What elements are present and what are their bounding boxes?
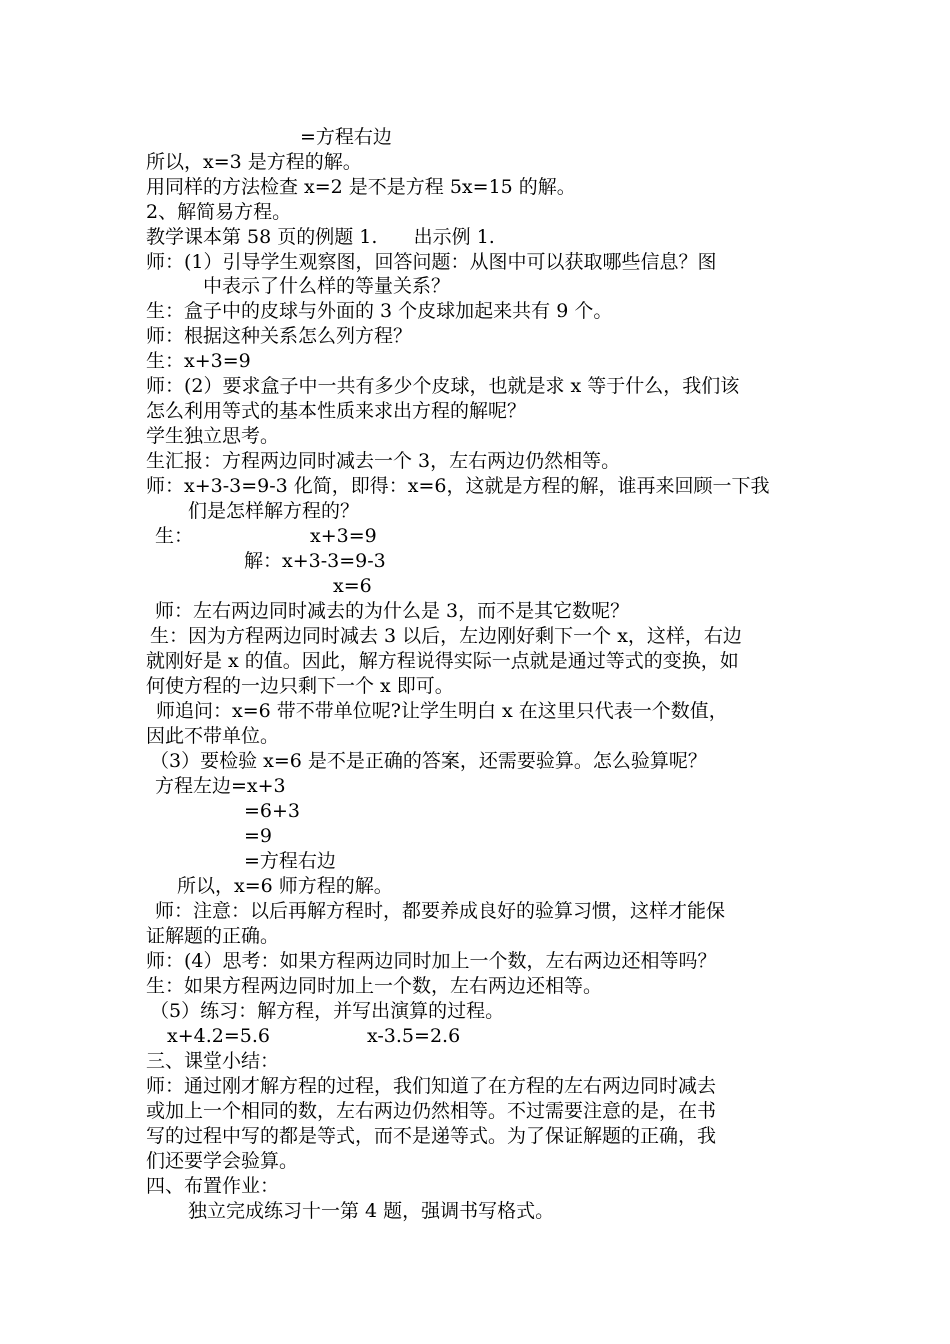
text-line: 教学课本第 58 页的例题 1. 出示例 1. — [146, 226, 495, 248]
section-heading: 四、布置作业： — [146, 1175, 280, 1197]
text-line: 写的过程中写的都是等式，而不是递等式。为了保证解题的正确，我 — [146, 1125, 717, 1147]
text-line: 师：x+3-3=9-3 化简，即得：x=6，这就是方程的解，谁再来回顾一下我 — [146, 475, 770, 497]
text-line: 因此不带单位。 — [146, 725, 280, 747]
text-line: 生：盒子中的皮球与外面的 3 个皮球加起来共有 9 个。 — [146, 300, 613, 322]
text-line: 独立完成练习十一第 4 题，强调书写格式。 — [188, 1200, 555, 1222]
equation-line: 解：x+3-3=9-3 — [244, 550, 386, 572]
text-line: 生： — [155, 525, 194, 547]
text-line: 师追问：x=6 带不带单位呢?让学生明白 x 在这里只代表一个数值， — [156, 700, 728, 722]
text-line: 或加上一个相同的数，左右两边仍然相等。不过需要注意的是，在书 — [146, 1100, 717, 1122]
text-line: 师：注意：以后再解方程时，都要养成良好的验算习惯，这样才能保 — [155, 900, 726, 922]
text-line: 生：x+3=9 — [146, 350, 251, 372]
text-line: 们是怎样解方程的？ — [188, 500, 360, 522]
text-line: 师：左右两边同时减去的为什么是 3，而不是其它数呢？ — [155, 600, 630, 622]
text-line: 何使方程的一边只剩下一个 x 即可。 — [146, 675, 454, 697]
text-line: 所以，x=3 是方程的解。 — [146, 151, 362, 173]
text-line: 师：(1）引导学生观察图，回答问题：从图中可以获取哪些信息？图 — [146, 251, 717, 273]
text-line: 2、解简易方程。 — [146, 201, 292, 223]
text-line: （3）要检验 x=6 是不是正确的答案，还需要验算。怎么验算呢？ — [150, 750, 707, 772]
equation-line: =6+3 — [244, 800, 301, 822]
equation-line: x+3=9 — [310, 525, 377, 547]
equation-line: =9 — [244, 825, 273, 847]
text-line: 所以，x=6 师方程的解。 — [177, 875, 393, 897]
text-line: 怎么利用等式的基本性质来求出方程的解呢？ — [146, 400, 527, 422]
text-line: 师：通过刚才解方程的过程，我们知道了在方程的左右两边同时减去 — [146, 1075, 717, 1097]
text-line: 学生独立思考。 — [146, 425, 280, 447]
text-line: 生：如果方程两边同时加上一个数，左右两边还相等。 — [146, 975, 603, 997]
text-line: 生：因为方程两边同时减去 3 以后，左边刚好剩下一个 x，这样，右边 — [150, 625, 742, 647]
equation-line: x=6 — [333, 575, 372, 597]
text-line: =方程右边 — [300, 126, 392, 148]
text-line: 生汇报：方程两边同时减去一个 3，左右两边仍然相等。 — [146, 450, 621, 472]
text-line: 师：根据这种关系怎么列方程？ — [146, 325, 413, 347]
exercise-equation: x-3.5=2.6 — [367, 1025, 461, 1047]
equation-line: 方程左边=x+3 — [155, 775, 286, 797]
text-line: （5）练习：解方程，并写出演算的过程。 — [150, 1000, 505, 1022]
equation-line: =方程右边 — [244, 850, 336, 872]
text-line: 师：(4）思考：如果方程两边同时加上一个数，左右两边还相等吗？ — [146, 950, 717, 972]
text-line: 师：(2）要求盒子中一共有多少个皮球，也就是求 x 等于什么，我们该 — [146, 375, 740, 397]
exercise-equation: x+4.2=5.6 — [167, 1025, 270, 1047]
text-line: 们还要学会验算。 — [146, 1150, 299, 1172]
text-line: 中表示了什么样的等量关系？ — [203, 275, 451, 297]
text-line: 用同样的方法检查 x=2 是不是方程 5x=15 的解。 — [146, 176, 576, 198]
text-line: 证解题的正确。 — [146, 925, 280, 947]
section-heading: 三、课堂小结： — [146, 1050, 280, 1072]
text-line: 就刚好是 x 的值。因此，解方程说得实际一点就是通过等式的变换，如 — [146, 650, 739, 672]
